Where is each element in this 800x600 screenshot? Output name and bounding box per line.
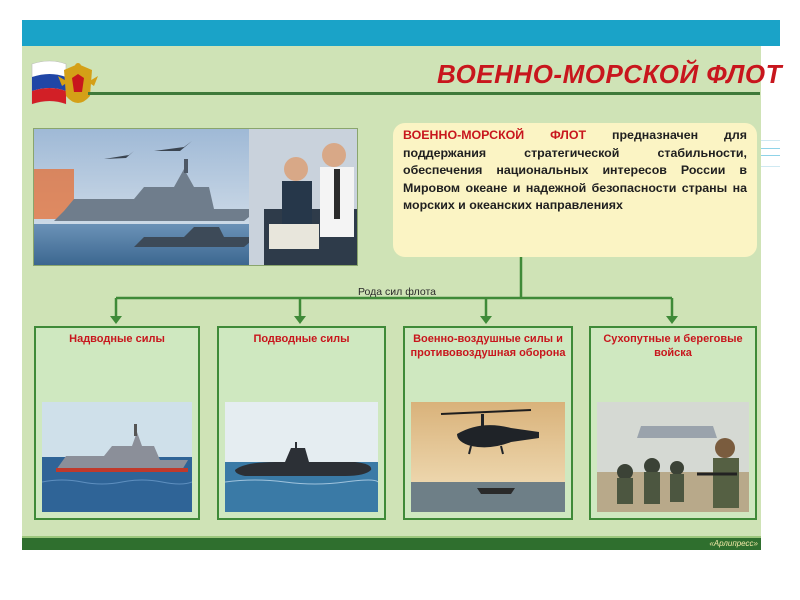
branch-panel-surface [34,326,200,520]
branches-label: Рода сил флота [358,286,436,298]
footer-bar [22,538,761,550]
branch-photo [411,402,565,512]
branch-photo [42,402,192,512]
branch-title: Сухопутные и береговые войска [603,333,743,359]
poster-title: ВОЕННО-МОРСКОЙ ФЛОТ [436,59,782,89]
surface-ship-icon [42,402,192,512]
branch-title: Подводные силы [253,333,350,345]
branch-panel-marines [589,326,757,520]
description-highlight: ВОЕННО-МОРСКОЙ ФЛОТ [403,128,587,142]
marines-icon [597,402,749,512]
branch-photo [597,402,749,512]
branch-title: Военно-воздушные силы и противовоздушная оборона [410,333,566,359]
branch-panel-air [403,326,573,520]
submarine-icon [225,402,378,512]
helicopter-icon [411,402,565,512]
branch-title: Надводные силы [69,333,165,345]
description-body: предназначен для поддержания стратегической стабильности, обеспечения национальных интересов России в Мировом океане и надежной безопасности страны на морских и океанских направлениях [403,128,748,213]
publisher-mark: «Арлипресс» [709,539,758,548]
branch-photo [225,402,378,512]
branch-panel-submarine [217,326,386,520]
